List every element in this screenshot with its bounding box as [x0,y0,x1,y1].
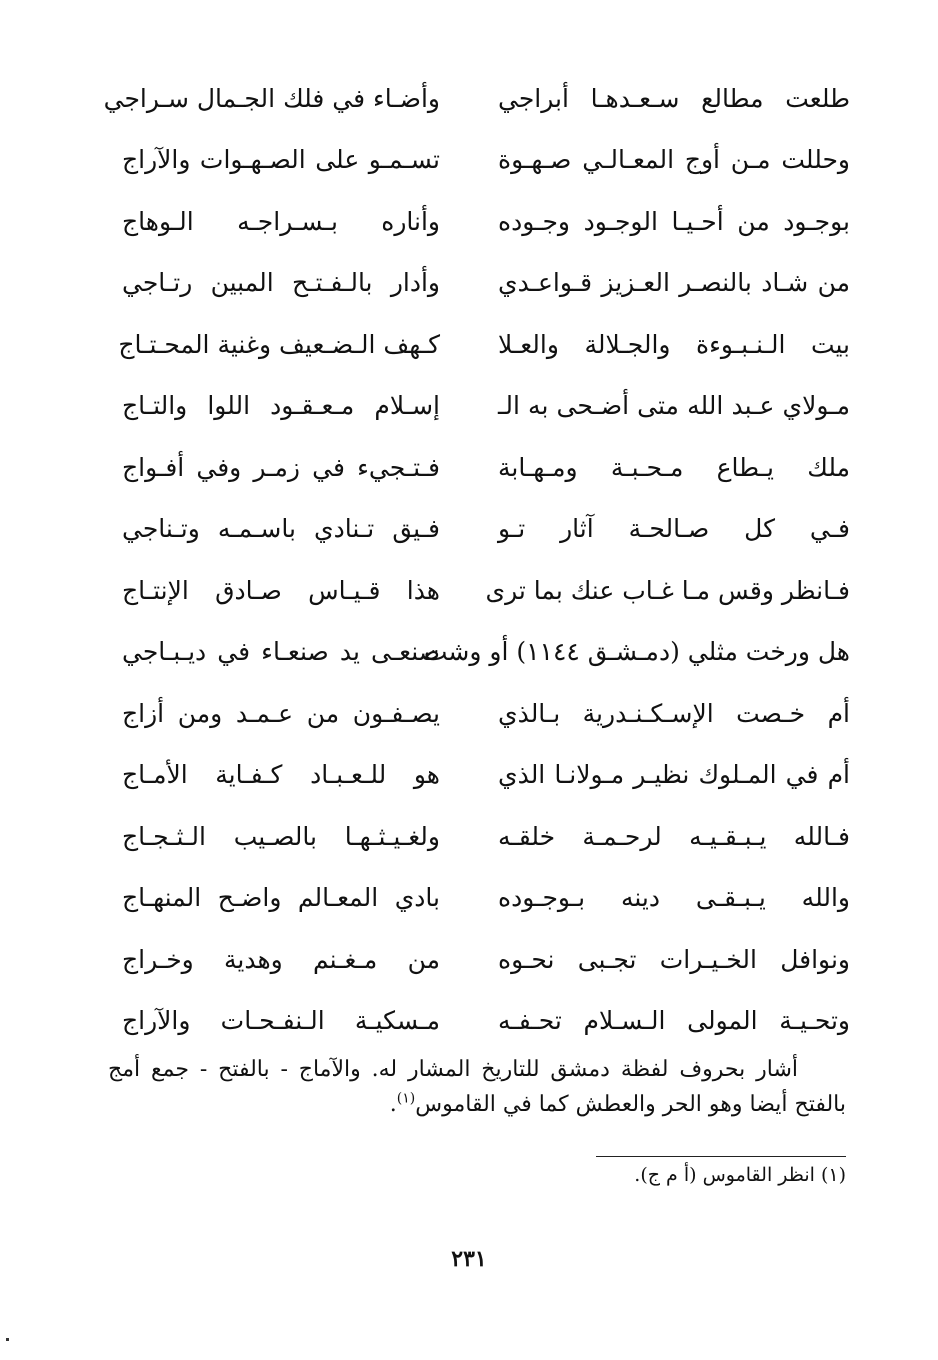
second-hemistich: إسـلام مـعـقـود اللوا والتـاج [122,391,440,421]
footnote: (١) انظر القاموس (أ م ج). [634,1164,846,1186]
poem-verse [122,683,850,745]
poem-verse [122,929,850,991]
second-hemistich: بادي المعـالم واضـح المنهـاج [122,883,440,913]
poem-verse [122,191,850,253]
second-hemistich: فـيق تـنادي باسـمـه وتـناجي [122,514,440,544]
poem-verse [122,991,850,1053]
first-hemistich: وحللت مـن أوج المعـالـي صـهـوة [498,145,850,175]
poem-verse [118,314,850,376]
scan-speck [6,1338,9,1341]
second-hemistich: وأناره بـسـراجـه الـوهاج [122,206,440,236]
first-hemistich: أم خـصت الإسـكـنـدرية بـالذي [498,698,850,728]
second-hemistich: وأدار بالـفـتـح المبين رتـاجي [122,268,440,298]
poem-verse [122,376,850,438]
poem-verse [122,806,850,868]
poem [103,68,850,1052]
first-hemistich: من شـاد بالنصـر العـزيز قـواعـدي [498,268,850,298]
first-hemistich: ونوافل الخـيـرات تجـبى نحـوه [498,944,850,974]
note-end: . [389,1092,397,1118]
first-hemistich: هل ورخت مثلي (دمـشـق ١١٤٤) أو وشت [423,637,850,667]
poem-verse [122,437,850,499]
poem-verse [122,130,850,192]
first-hemistich: ملك يـطاع مـحـبـة ومـهـابة [498,452,850,482]
note-text: أشار بحروف لفظة دمشق للتاريخ المشار له. والآماج - بالفتح - جمع أمج بالفتح أيضا وهو الحر والعطش كما في القاموس [108,1057,846,1118]
first-hemistich: أم في المـلوك نظيـر مـولانـا الذي [498,760,850,790]
note-footnote-ref: (١) [396,1090,416,1107]
explanatory-note [108,1052,846,1122]
second-hemistich: وأضـاء في فلك الجـمال سـراجي [103,83,440,113]
page-number: ٢٣١ [451,1246,487,1272]
poem-verse [122,560,850,622]
first-hemistich: بيت الـنـبـوءة والجـلالة والعـلا [498,329,850,359]
poem-verse [103,68,850,130]
second-hemistich: ولغـيـثـهـا بالصـيب الـثـجـاج [122,821,440,851]
second-hemistich: من مـغـنم وهدية وخـراج [122,944,440,974]
second-hemistich: مـسكيـة الـنفـحـات والآراج [122,1006,440,1036]
first-hemistich: بوجـود من أحـيـا الوجـود وجـوده [498,206,850,236]
poem-verse [122,622,850,684]
poem-verse [122,253,850,315]
first-hemistich: مـولاي عـبد الله متى أضـحى به الـ [498,391,850,421]
first-hemistich: فـانظر وقس مـا غـاب عنك بما ترى [485,575,850,605]
second-hemistich: هذا قـيـاس صـادق الإنتـاج [122,575,440,605]
second-hemistich: كـهف الـضـعيف وغنية المحـتـاج [118,329,440,359]
second-hemistich: هو للـعـبـاد كـفـاية الأمـاج [122,760,440,790]
poem-verse [122,499,850,561]
second-hemistich: صنعـى يد صنعـاء في ديـبـاجي [122,637,440,667]
poem-verse [122,745,850,807]
second-hemistich: فـتـجيء في زمـر وفي أفـواج [122,452,440,482]
second-hemistich: يصـفـون من عـمـد ومن أزاج [122,698,440,728]
first-hemistich: فـالله يـبـقـيـه لرحـمـة خلقـه [498,821,850,851]
first-hemistich: فـي كل صـالحـة آثار تـو [498,514,850,544]
footnote-separator [596,1156,846,1157]
first-hemistich: وتحـيـة المولى الـسـلام تحـفـه [498,1006,850,1036]
second-hemistich: تسـمـو على الصـهـوات والآراج [122,145,440,175]
poem-verse [122,868,850,930]
first-hemistich: طلعت مطالع سـعـدهـا أبراجي [498,83,850,113]
first-hemistich: والله يـبـقـى دينه بـوجـوده [498,883,850,913]
